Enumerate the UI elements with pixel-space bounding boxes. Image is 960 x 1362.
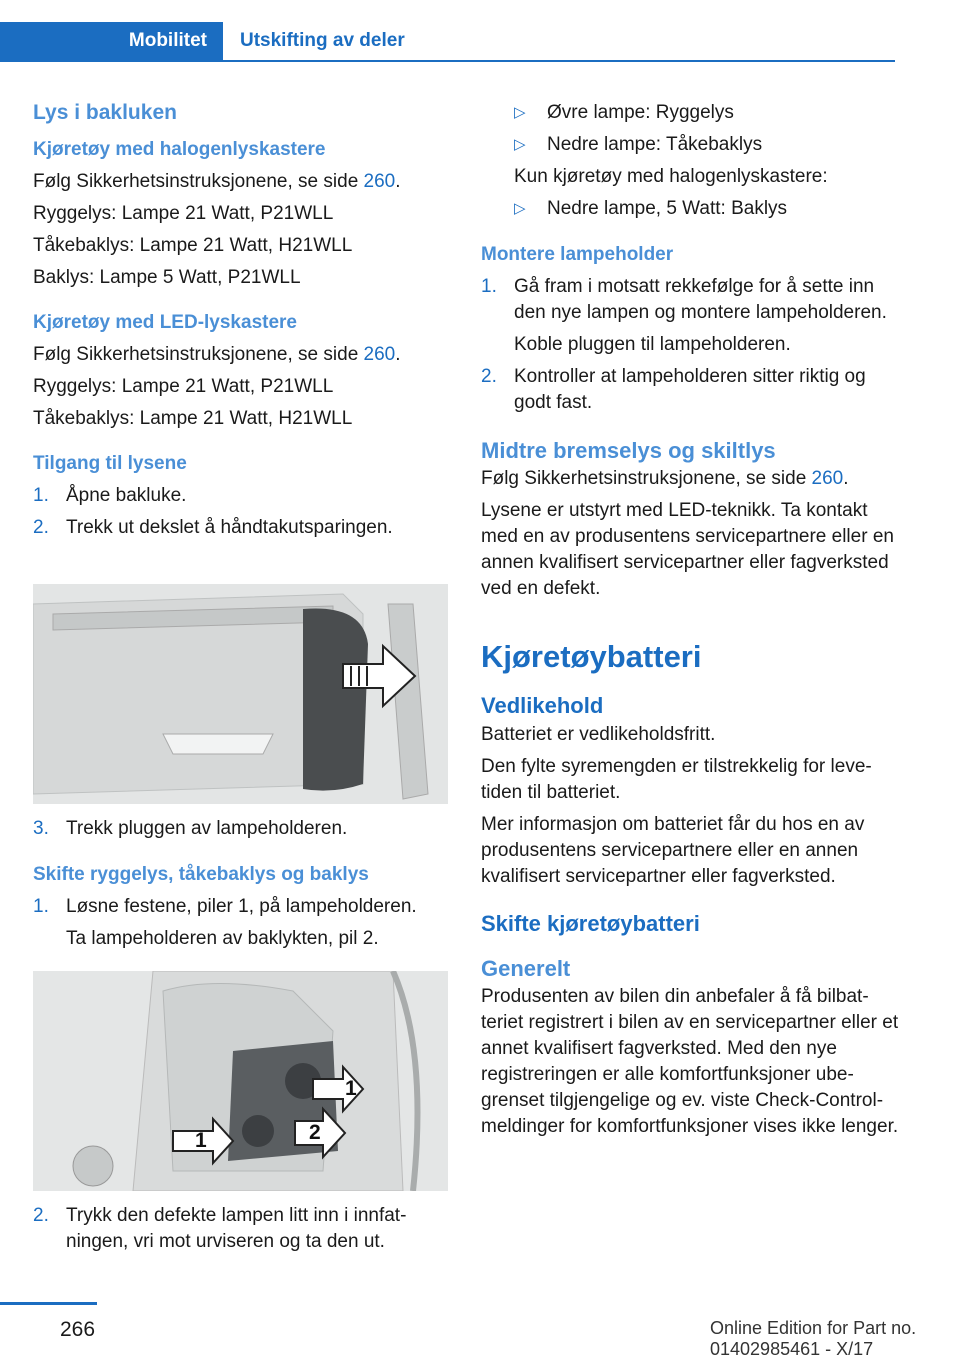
tab-mobilitet-label: Mobilitet [128,30,207,51]
halogen-line: Tåkebaklys: Lampe 21 Watt, H21WLL [33,235,353,256]
safety-ref [33,169,448,195]
safety-ref-dot: . [395,171,401,192]
safety-ref [481,466,901,492]
safety-page-link[interactable]: 260 [363,344,396,365]
bullet-item [481,132,901,158]
list-item [481,364,901,416]
step-subtext: Koble pluggen til lampeholderen. [514,334,791,355]
step-number: 2. [33,517,49,538]
led-line: Ryggelys: Lampe 21 Watt, P21WLL [33,376,334,397]
page-number: 266 [60,1318,96,1341]
header-tabs [0,22,895,62]
step-text: Trekk ut dekslet å håndtakutsparingen. [66,517,393,538]
led-line: Tåkebaklys: Lampe 21 Watt, H21WLL [33,408,353,429]
tab-mobilitet[interactable] [0,22,223,62]
heading-vedlikehold: Vedlikehold [481,693,604,718]
vedlikehold-p3: Mer informasjon om batteriet får du hos en av produsentens servicepartnere eller en annen kvalifisert servicepartner eller fagverksted. [481,814,865,887]
step-text: Åpne bakluke. [66,485,187,506]
right-column [481,100,901,1140]
triangle-bullet-icon: ▷ [514,136,526,153]
step-text: Løsne festene, piler 1, på lampeholderen. [66,896,417,917]
list-item-sub [481,332,901,358]
safety-ref-text: Følg Sikkerhetsinstruksjonene, se side [33,344,364,365]
list-item [33,894,448,920]
heading-batteri: Kjøretøybatteri [481,639,702,674]
vedlikehold-p2: Den fylte syremengden er tilstrekkelig for levetiden til batteriet. [481,756,872,803]
list-item [33,515,448,541]
step-number: 2. [481,366,497,387]
bullet-text: Nedre lampe, 5 Watt: Baklys [547,198,788,219]
step-number: 1. [33,485,49,506]
bullet-item [481,196,901,222]
left-column-end [33,1203,448,1255]
callout-label: 1 [345,1077,357,1100]
illustration-tailgate-cover [33,584,448,804]
step-text: Trekk pluggen av lampeholderen. [66,818,348,839]
heading-halogen: Kjøretøy med halogenlyskastere [33,139,326,160]
vedlikehold-p1: Batteriet er vedlikeholdsfritt. [481,724,716,745]
footer-rule [0,1302,97,1305]
bullet-item [481,100,901,126]
step-number: 1. [33,896,49,917]
heading-lys-i-bakluken: Lys i bakluken [33,101,177,124]
list-item [33,483,448,509]
list-item-sub [33,926,448,952]
bullet-text: Øvre lampe: Ryggelys [547,102,734,123]
safety-ref-text: Følg Sikkerhetsinstruksjonene, se side [481,468,812,489]
callout-label: 1 [195,1129,207,1152]
bullet-text: Nedre lampe: Tåkebaklys [547,134,763,155]
heading-generelt: Generelt [481,956,571,981]
step-text: Kontroller at lampeholderen sitter riktig og godt fast. [514,366,866,413]
heading-skifte-batteri: Skifte kjøretøybatteri [481,911,700,936]
online-edition: Online Edition for Part no. 01402985461 - X/17 [710,1318,917,1359]
generelt-text: Produsenten av bilen din anbefaler å få bilbatteriet registrert i bilen av en servicepartner eller et annet kvalifisert fagverksted. Med den nye registreringen er alle komfortfunksjoner ubegrenset tilgjengelige og ev. viste Check-Control-meldinger for komfortfunksjoner vises ikke lenger. [481,986,899,1137]
heading-tilgang: Tilgang til lysene [33,453,187,474]
list-item [481,274,901,326]
midtre-text: Lysene er utstyrt med LED-teknikk. Ta kontakt med en av produsentens servicepartnere eller en annen kvalifisert servicepartner eller fagverksted ved en defekt. [481,500,894,599]
safety-ref-dot: . [843,468,849,489]
halogen-line: Baklys: Lampe 5 Watt, P21WLL [33,267,301,288]
heading-montere: Montere lampeholder [481,244,674,265]
safety-ref-dot: . [395,344,401,365]
triangle-bullet-icon: ▷ [514,104,526,121]
step-text: Trykk den defekte lampen litt inn i innfatningen, vri mot urviseren og ta den ut. [66,1205,407,1252]
illustration-lamp-holder [33,971,448,1191]
step-subtext: Ta lampeholderen av baklykten, pil 2. [66,928,379,949]
heading-led: Kjøretøy med LED-lyskastere [33,312,297,333]
left-column [33,100,448,541]
triangle-bullet-icon: ▷ [514,200,526,217]
tab-utskifting[interactable]: Utskifting av deler [240,30,405,51]
step-number: 1. [481,276,497,297]
safety-page-link[interactable]: 260 [363,171,396,192]
list-item [33,1203,448,1255]
tailgate-cover-drawing [33,584,448,804]
safety-page-link[interactable]: 260 [811,468,844,489]
lamp-holder-drawing [33,971,448,1191]
list-item [33,816,448,842]
heading-skifte: Skifte ryggelys, tåkebaklys og baklys [33,864,369,885]
heading-midtre: Midtre bremselys og skiltlys [481,438,776,463]
safety-ref [33,342,448,368]
safety-ref-text: Følg Sikkerhetsinstruksjonene, se side [33,171,364,192]
halogen-line: Ryggelys: Lampe 21 Watt, P21WLL [33,203,334,224]
step-number: 3. [33,818,49,839]
step-number: 2. [33,1205,49,1226]
tab-underline [223,60,895,62]
kun-text: Kun kjøretøy med halogenlyskastere: [514,166,828,187]
callout-label: 2 [309,1121,321,1144]
left-column-continued [33,816,448,952]
step-text: Gå fram i motsatt rekkefølge for å sette inn den nye lampen og montere lampeholderen. [514,276,887,323]
